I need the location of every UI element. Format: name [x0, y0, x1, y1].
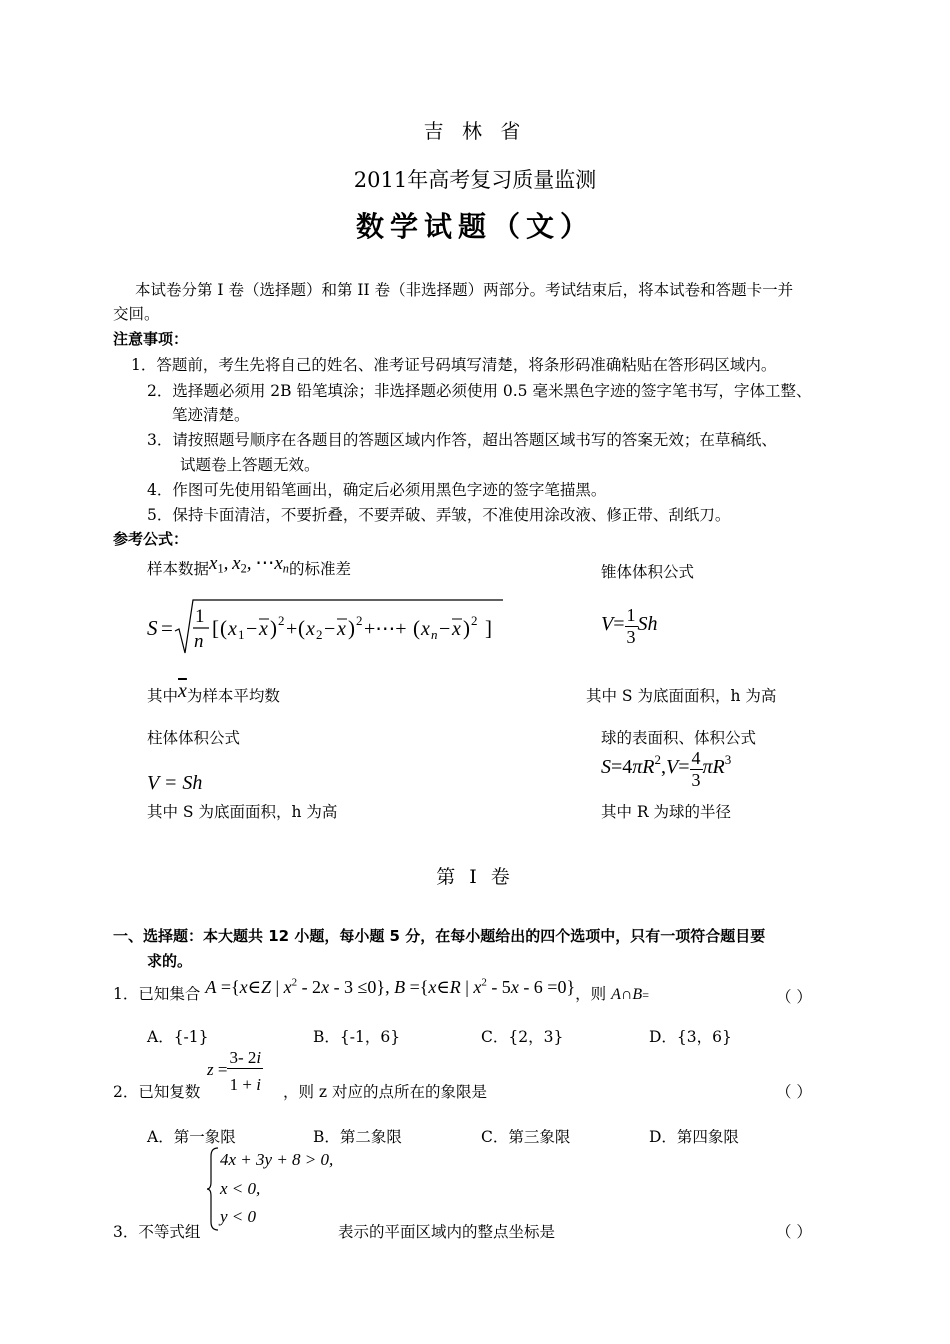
svg-text:x: x: [228, 618, 237, 640]
q2-option-c[interactable]: C．第三象限: [481, 1128, 571, 1146]
svg-text:2: 2: [278, 613, 285, 628]
sphere-formula: $S=4\pi R^2,V=$ $\frac{4}{3}$ $\pi R^3$: [601, 748, 732, 790]
svg-text:2: 2: [316, 627, 323, 642]
svg-text:[: [: [212, 616, 219, 640]
question-2-answer-bracket[interactable]: （ ）: [776, 1083, 812, 1101]
note-item-3: 3．请按照题号顺序在各题目的答题区域内作答，超出答题区域书写的答案无效；在草稿纸、: [147, 431, 777, 449]
cone-volume-note: 其中 S 为底面面积，h 为高: [586, 687, 777, 705]
svg-text:−: −: [246, 618, 258, 640]
q1-option-a[interactable]: A．{-1}: [147, 1028, 209, 1046]
svg-text:−: −: [324, 618, 336, 640]
svg-text:(: (: [220, 616, 227, 640]
inequality-1: 4x + 3y + 8 > 0,: [220, 1150, 334, 1169]
inequality-3: y < 0: [220, 1207, 257, 1226]
intro-line-1: 本试卷分第 I 卷（选择题）和第 II 卷（非选择题）两部分。考试结束后，将本试卷和答题卡一并: [135, 281, 794, 299]
question-2-prefix: 2．已知复数: [113, 1083, 201, 1101]
svg-text:S: S: [147, 616, 158, 640]
prism-volume-note: 其中 S 为底面面积，h 为高: [147, 803, 338, 821]
section-one-heading: 一、选择题：本大题共 12 小题，每小题 5 分，在每小题给出的四个选项中，只有一项符合题目要: [113, 927, 766, 945]
complex-number-formula: z = $\frac{3- 2i}{1 + i}$: [207, 1048, 262, 1094]
left-brace-icon: [206, 1146, 220, 1232]
question-1-answer-bracket[interactable]: （ ）: [776, 988, 812, 1006]
intro-line-2: 交回。: [113, 305, 160, 323]
svg-text:]: ]: [485, 616, 492, 640]
notes-heading: 注意事项：: [113, 330, 189, 348]
svg-text:): ): [270, 616, 277, 640]
svg-text:n: n: [431, 627, 438, 642]
inequality-2: x < 0,: [220, 1179, 261, 1198]
q1-option-c[interactable]: C．{2，3}: [481, 1028, 564, 1046]
svg-text:(: (: [298, 616, 305, 640]
svg-text:−: −: [439, 618, 451, 640]
sphere-note: 其中 R 为球的半径: [601, 803, 732, 821]
province-title: 吉 林 省: [423, 119, 527, 143]
q2-option-b[interactable]: B．第二象限: [313, 1128, 402, 1146]
section-one-heading-cont: 求的。: [147, 952, 193, 970]
svg-text:(: (: [413, 616, 420, 640]
svg-text:n: n: [194, 631, 204, 652]
question-3-answer-bracket[interactable]: （ ）: [776, 1223, 812, 1241]
q2-option-d[interactable]: D．第四象限: [649, 1128, 739, 1146]
svg-text:+: +: [286, 618, 298, 640]
cone-volume-label: 锥体体积公式: [601, 563, 695, 581]
question-3-suffix: 表示的平面区域内的整点坐标是: [338, 1223, 556, 1241]
note-item-2-cont: 笔迹清楚。: [172, 406, 250, 424]
mean-note: 其中$\overline{x}$为样本平均数: [147, 680, 280, 705]
svg-text:): ): [463, 616, 470, 640]
svg-text:x: x: [337, 618, 346, 640]
svg-text:+⋯+: +⋯+: [364, 618, 407, 640]
prism-volume-formula: V = Sh: [147, 772, 203, 794]
question-2-suffix: ，则 z 对应的点所在的象限是: [283, 1083, 488, 1101]
q1-option-b[interactable]: B．{-1，6}: [313, 1028, 401, 1046]
svg-text:x: x: [306, 618, 315, 640]
note-item-3-cont: 试题卷上答题无效。: [180, 456, 320, 474]
note-item-2: 2．选择题必须用 2B 铅笔填涂；非选择题必须使用 0.5 毫米黑色字迹的签字笔书写，字体工整、: [147, 382, 812, 400]
exam-title: 数学试题（文）: [355, 210, 594, 243]
cone-volume-formula: V= $\frac{1}{3}$ Sh: [601, 605, 658, 647]
formulas-heading: 参考公式：: [113, 530, 189, 548]
note-item-5: 5．保持卡面清洁，不要折叠，不要弄破、弄皱，不准使用涂改液、修正带、刮纸刀。: [147, 506, 731, 524]
question-3-prefix: 3．不等式组: [113, 1223, 201, 1241]
note-item-1: 1．答题前，考生先将自己的姓名、准考证号码填写清楚，将条形码准确粘贴在答形码区域内。: [131, 356, 777, 374]
note-item-4: 4．作图可先使用铅笔画出，确定后必须用黑色字迹的签字笔描黑。: [147, 481, 607, 499]
svg-text:2: 2: [471, 613, 478, 628]
q1-option-d[interactable]: D．{3，6}: [649, 1028, 732, 1046]
part-one-title: 第 I 卷: [436, 866, 514, 888]
question-1: 1．已知集合 A ={x∈Z | $x^2 - 2x - 3 \le 0$}, B ={x∈R | $x^2 - 5x - 6 =0$}，则 A∩B=: [113, 976, 649, 1003]
prism-volume-label: 柱体体积公式: [147, 729, 241, 747]
svg-text:=: =: [161, 616, 173, 640]
std-dev-label: 样本数据$x_1$, $x_2$, $\cdots x_n$的标准差: [147, 553, 351, 578]
q2-option-a[interactable]: A．第一象限: [147, 1128, 236, 1146]
svg-text:x: x: [452, 618, 461, 640]
svg-text:): ): [348, 616, 355, 640]
svg-text:x: x: [421, 618, 430, 640]
svg-text:2: 2: [356, 613, 363, 628]
sphere-label: 球的表面积、体积公式: [601, 729, 757, 747]
exam-subtitle: 2011年高考复习质量监测: [353, 168, 597, 192]
svg-text:x: x: [259, 618, 268, 640]
svg-text:1: 1: [238, 627, 245, 642]
svg-text:1: 1: [195, 606, 205, 627]
